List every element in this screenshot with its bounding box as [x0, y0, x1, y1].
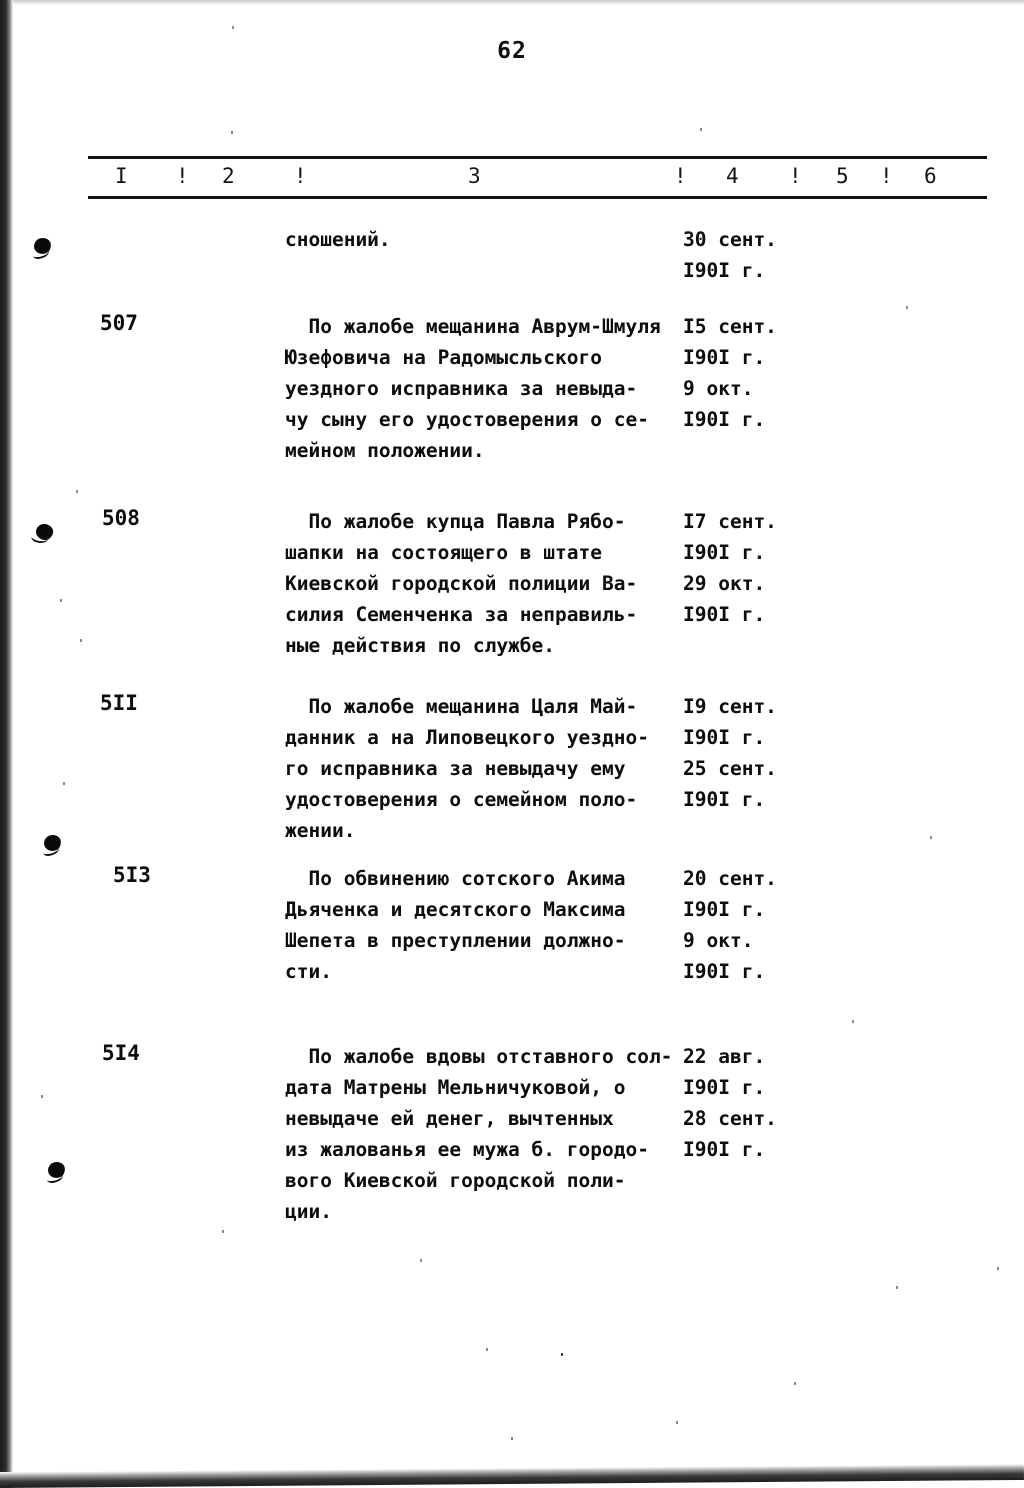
entry-body — [285, 311, 661, 466]
scan-edge-top — [0, 0, 1024, 5]
column-header-4: 4 — [726, 164, 739, 188]
text-line: 9 окт. — [683, 929, 754, 952]
column-header-1: I — [115, 164, 128, 188]
column-header-5: 5 — [836, 164, 849, 188]
entry-body — [285, 1041, 672, 1227]
entry-dates — [683, 863, 777, 987]
entry-number: 5II — [100, 691, 138, 715]
text-line: сти. — [285, 960, 332, 983]
text-line: 20 сент. — [683, 867, 777, 890]
column-separator-2: ! — [294, 164, 307, 188]
text-line: I9 сент. — [683, 695, 777, 718]
scan-edge-left — [0, 0, 13, 1488]
text-line: Киевской городской полиции Ва- — [285, 572, 638, 595]
scan-edge-bottom — [0, 1464, 1024, 1488]
entry-number: 5I4 — [102, 1041, 140, 1065]
table-rule-top — [88, 156, 987, 159]
text-line: 25 сент. — [683, 757, 777, 780]
text-line: 28 сент. — [683, 1107, 777, 1130]
text-line: I5 сент. — [683, 315, 777, 338]
text-line: I90I г. — [683, 726, 766, 749]
text-line: вого Киевской городской поли- — [285, 1169, 626, 1192]
column-separator-1: ! — [176, 164, 189, 188]
entry-number: 508 — [102, 506, 140, 530]
text-line: силия Семенченка за неправиль- — [285, 603, 638, 626]
column-separator-3: ! — [674, 164, 687, 188]
text-line: Юзефовича на Радомысльского — [285, 346, 602, 369]
column-header-2: 2 — [222, 164, 235, 188]
text-line: По жалобе вдовы отставного сол- — [285, 1045, 673, 1068]
entry-dates — [683, 506, 777, 630]
text-line: ные действия по службе. — [285, 634, 556, 657]
text-line: мейном положении. — [285, 439, 485, 462]
text-line: I90I г. — [683, 1076, 766, 1099]
entry-dates — [683, 691, 777, 815]
text-line: Дьяченка и десятского Максима — [285, 898, 626, 921]
text-line: I90I г. — [683, 960, 766, 983]
text-line: По жалобе купца Павла Рябо- — [285, 510, 626, 533]
text-line: дата Матрены Мельничуковой, о — [285, 1076, 626, 1099]
text-line: I90I г. — [683, 788, 766, 811]
text-line: 30 сент. — [683, 228, 777, 251]
text-line: I90I г. — [683, 1138, 766, 1161]
continued-entry-dates — [683, 224, 777, 286]
text-line: По обвинению сотского Акима — [285, 867, 626, 890]
text-line: из жалованья ее мужа б. городо- — [285, 1138, 649, 1161]
text-line: сношений. — [285, 228, 391, 251]
text-line: невыдаче ей денег, вычтенных — [285, 1107, 614, 1130]
entry-number: 507 — [100, 311, 138, 335]
text-line: По жалобе мещанина Аврум-Шмуля — [285, 315, 661, 338]
margin-ink-mark — [43, 833, 63, 852]
margin-ink-mark — [34, 522, 54, 542]
entry-dates — [683, 1041, 777, 1165]
text-line: удостоверения о семейном поло- — [285, 788, 638, 811]
column-header-6: 6 — [924, 164, 937, 188]
table-column-header — [88, 164, 987, 196]
page-number: 62 — [497, 38, 527, 64]
text-line: 22 авг. — [683, 1045, 766, 1068]
text-line: го исправника за невыдачу ему — [285, 757, 626, 780]
entry-dates — [683, 311, 777, 435]
text-line: I90I г. — [683, 408, 766, 431]
text-line: I90I г. — [683, 541, 766, 564]
text-line: I90I г. — [683, 346, 766, 369]
entry-number: 5I3 — [113, 863, 151, 887]
entry-body — [285, 691, 649, 846]
entry-body — [285, 863, 625, 987]
table-rule-bottom — [88, 196, 987, 199]
text-line: ции. — [285, 1200, 332, 1223]
column-header-3: 3 — [468, 164, 481, 188]
text-line: чу сыну его удостоверения о се- — [285, 408, 649, 431]
text-line: 9 окт. — [683, 377, 754, 400]
text-line: жении. — [285, 819, 356, 842]
continued-entry-body — [285, 224, 391, 255]
entry-body — [285, 506, 637, 661]
column-separator-4: ! — [789, 164, 802, 188]
margin-ink-mark — [33, 236, 53, 255]
text-line: уездного исправника за невыда- — [285, 377, 638, 400]
text-line: Шепета в преступлении должно- — [285, 929, 626, 952]
text-line: 29 окт. — [683, 572, 766, 595]
text-line: шапки на состоящего в штате — [285, 541, 602, 564]
margin-ink-mark — [47, 1160, 67, 1179]
text-line: I90I г. — [683, 603, 766, 626]
text-line: I90I г. — [683, 259, 766, 282]
text-line: данник а на Липовецкого уездно- — [285, 726, 649, 749]
text-line: По жалобе мещанина Цаля Май- — [285, 695, 638, 718]
column-separator-5: ! — [880, 164, 893, 188]
text-line: I7 сент. — [683, 510, 777, 533]
text-line: I90I г. — [683, 898, 766, 921]
